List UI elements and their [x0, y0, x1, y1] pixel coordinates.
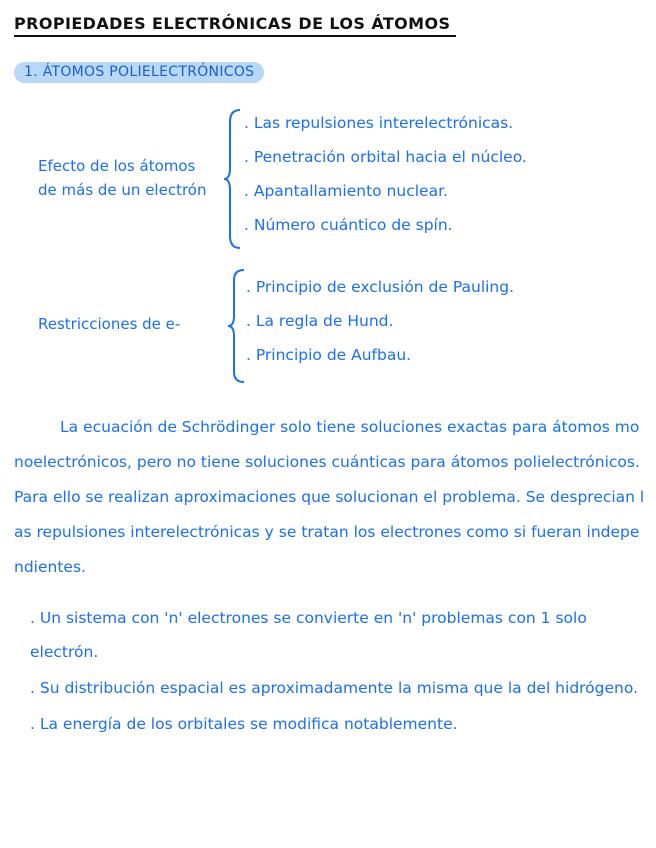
effects-label-line1: Efecto de los átomos [38, 157, 196, 175]
restrictions-list [246, 270, 514, 372]
left-brace-icon [222, 108, 244, 250]
list-item: . Principio de exclusión de Pauling. [246, 278, 515, 296]
list-item: . Un sistema con 'n' electrones se convierte en 'n' problemas con 1 solo electrón. [30, 609, 587, 661]
list-item: . Las repulsiones interelectrónicas. [244, 114, 514, 132]
list-item: . Número cuántico de spín. [244, 216, 453, 234]
section-heading: 1. ÁTOMOS POLIELECTRÓNICOS [14, 62, 264, 83]
effects-group [0, 104, 656, 254]
list-item: . La regla de Hund. [246, 312, 394, 330]
list-item: . Su distribución espacial es aproximadamente la misma que la del hidrógeno. [30, 679, 639, 697]
list-item: . Apantallamiento nuclear. [244, 182, 448, 200]
restrictions-group [0, 266, 656, 388]
effects-list [244, 106, 527, 242]
list-item: . La energía de los orbitales se modifica notablemente. [30, 715, 458, 733]
list-item: . Penetración orbital hacia el núcleo. [244, 148, 527, 166]
explanation-paragraph: La ecuación de Schrödinger solo tiene soluciones exactas para átomos monoelectrónicos, pero no tiene soluciones cuánticas para átomos polielectrónicos. Para ello se realizan aproximaciones que solucionan el problema. Se desprecian las repulsiones interelectrónicas y se tratan los electrones como si fueran independientes. [14, 418, 645, 576]
page-title: PROPIEDADES ELECTRÓNICAS DE LOS ÁTOMOS [14, 14, 456, 37]
effects-label-line2: de más de un electrón [38, 181, 207, 199]
approximations-list [30, 601, 640, 743]
list-item: . Principio de Aufbau. [246, 346, 412, 364]
effects-label [38, 154, 206, 202]
left-brace-icon [226, 268, 248, 384]
restrictions-label: Restricciones de e- [38, 315, 181, 333]
